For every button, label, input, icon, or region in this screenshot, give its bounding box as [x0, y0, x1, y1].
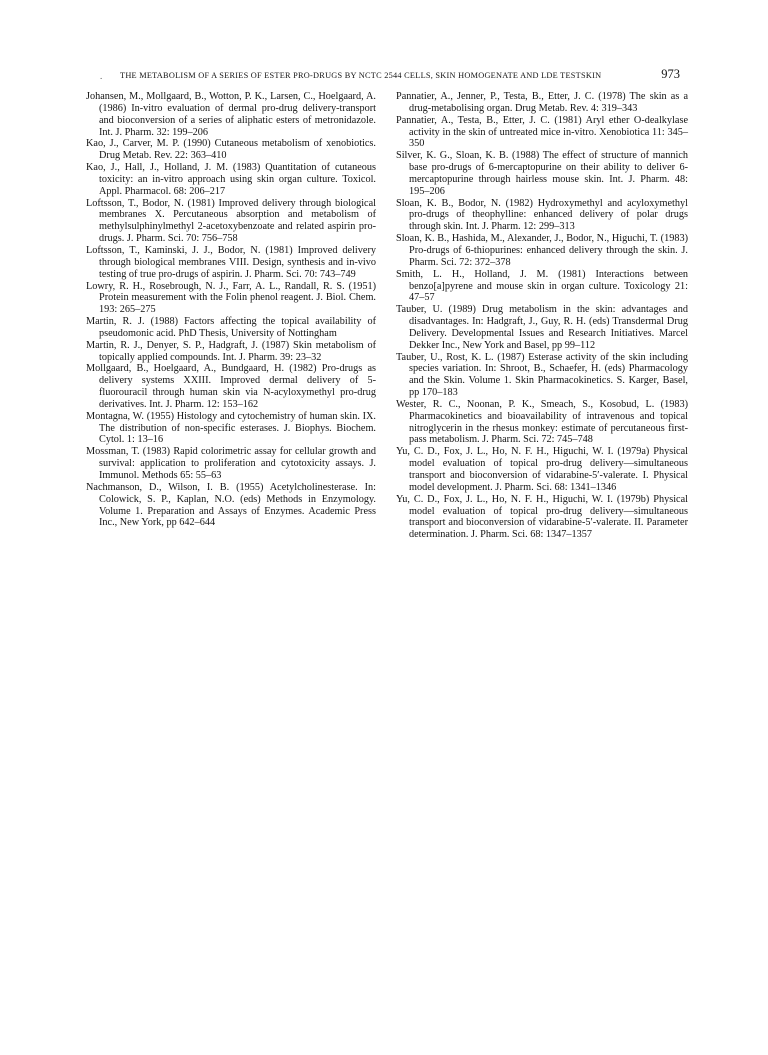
running-title: THE METABOLISM OF A SERIES OF ESTER PRO-DRUGS BY NCTC 2544 CELLS, SKIN HOMOGENATE AND LDE TESTSKIN	[120, 71, 602, 80]
reference-entry: Yu, C. D., Fox, J. L., Ho, N. F. H., Higuchi, W. I. (1979a) Physical model evaluation of topical pro-drug delivery—simultaneous transport and bioconversion of vidarabine-5′-valerate. I. Physical model development. J. Pharm. Sci. 68: 1341–1346	[396, 446, 688, 493]
reference-entry: Loftsson, T., Kaminski, J. J., Bodor, N. (1981) Improved delivery through biological membranes VIII. Design, synthesis and in-vivo testing of true pro-drugs of aspirin. J. Pharm. Sci. 70: 743–749	[86, 244, 376, 280]
reference-entry: Wester, R. C., Noonan, P. K., Smeach, S., Kosobud, L. (1983) Pharmacokinetics and bioavailability of intravenous and topical nitroglycerin in the rhesus monkey: estimate of percutaneous first-pass metabolism. J. Pharm. Sci. 72: 745–748	[396, 398, 688, 446]
reference-entry: Martin, R. J. (1988) Factors affecting the topical availability of pseudomonic acid. PhD Thesis, University of Nottingham	[86, 316, 376, 339]
reference-entry: Tauber, U., Rost, K. L. (1987) Esterase activity of the skin including species variation. In: Shroot, B., Schaefer, H. (eds) Pharmacology and the Skin. Volume 1. Skin Pharmacokinetics. S. Karger, Basel, pp 170–183	[396, 351, 688, 399]
reference-entry: Johansen, M., Mollgaard, B., Wotton, P. K., Larsen, C., Hoelgaard, A. (1986) In-vitro evaluation of dermal pro-drug delivery-transport and bioconversion of a series of aliphatic esters of metronidazole. Int. J. Pharm. 32: 199–206	[86, 91, 376, 138]
running-header	[86, 64, 686, 86]
references-left-column	[86, 91, 376, 529]
reference-entry: Mossman, T. (1983) Rapid colorimetric assay for cellular growth and survival: application to proliferation and cytotoxicity assays. J. Immunol. Methods 65: 55–63	[86, 446, 376, 481]
reference-entry: Lowry, R. H., Rosebrough, N. J., Farr, A. L., Randall, R. S. (1951) Protein measurement with the Folin phenol reagent. J. Biol. Chem. 193: 265–275	[86, 280, 376, 316]
references-right-column	[396, 91, 688, 541]
reference-entry: Pannatier, A., Jenner, P., Testa, B., Etter, J. C. (1978) The skin as a drug-metabolising organ. Drug Metab. Rev. 4: 319–343	[396, 91, 688, 114]
reference-entry: Yu, C. D., Fox, J. L., Ho, N. F. H., Higuchi, W. I. (1979b) Physical model evaluation of topical pro-drug delivery—simultaneous transport and bioconversion of vidarabine-5′-valerate. II. Parameter determination. J. Pharm. Sci. 68: 1347–1357	[396, 493, 688, 541]
reference-entry: Smith, L. H., Holland, J. M. (1981) Interactions between benzo[a]pyrene and mouse skin in organ culture. Toxicology 21: 47–57	[396, 268, 688, 304]
reference-entry: Kao, J., Hall, J., Holland, J. M. (1983) Quantitation of cutaneous toxicity: an in-vitro approach using skin organ culture. Toxicol. Appl. Pharmacol. 68: 206–217	[86, 162, 376, 197]
reference-entry: Pannatier, A., Testa, B., Etter, J. C. (1981) Aryl ether O-dealkylase activity in the skin of untreated mice in-vitro. Xenobiotica 11: 345–350	[396, 114, 688, 150]
reference-entry: Nachmanson, D., Wilson, I. B. (1955) Acetylcholinesterase. In: Colowick, S. P., Kaplan, N.O. (eds) Methods in Enzymology. Volume 1. Preparation and Assays of Enzymes. Academic Press Inc., New York, pp 642–644	[86, 481, 376, 529]
page-number: 973	[661, 67, 680, 81]
reference-entry: Sloan, K. B., Bodor, N. (1982) Hydroxymethyl and acyloxymethyl pro-drugs of theophylline: enhanced delivery of polar drugs through skin. Int. J. Pharm. 12: 299–313	[396, 197, 688, 233]
reference-entry: Montagna, W. (1955) Histology and cytochemistry of human skin. IX. The distribution of non-specific esterases. J. Biophys. Biochem. Cytol. 1: 13–16	[86, 410, 376, 446]
reference-entry: Silver, K. G., Sloan, K. B. (1988) The effect of structure of mannich base pro-drugs of 6-mercaptopurine on their ability to deliver 6-mercaptopurine through hairless mouse skin. Int. J. Pharm. 48: 195–206	[396, 150, 688, 197]
reference-entry: Mollgaard, B., Hoelgaard, A., Bundgaard, H. (1982) Pro-drugs as delivery systems XXIII. Improved dermal delivery of 5-fluorouracil through human skin via N-acyloxymethyl pro-drug derivatives. Int. J. Pharm. 12: 153–162	[86, 363, 376, 410]
header-mark: .	[100, 71, 103, 81]
reference-entry: Tauber, U. (1989) Drug metabolism in the skin: advantages and disadvantages. In: Hadgraft, J., Guy, R. H. (eds) Transdermal Drug Delivery. Developmental Issues and Research Initiatives. Marcel Dekker Inc., New York and Basel, pp 99–112	[396, 304, 688, 351]
reference-entry: Sloan, K. B., Hashida, M., Alexander, J., Bodor, N., Higuchi, T. (1983) Pro-drugs of 6-thiopurines: enhanced delivery through the skin. J. Pharm. Sci. 72: 372–378	[396, 233, 688, 268]
reference-entry: Kao, J., Carver, M. P. (1990) Cutaneous metabolism of xenobiotics. Drug Metab. Rev. 22: 363–410	[86, 138, 376, 162]
reference-entry: Martin, R. J., Denyer, S. P., Hadgraft, J. (1987) Skin metabolism of topically applied compounds. Int. J. Pharm. 39: 23–32	[86, 339, 376, 363]
reference-entry: Loftsson, T., Bodor, N. (1981) Improved delivery through biological membranes X. Percutaneous absorption and metabolism of methylsulphinylmethyl 2-acetoxybenzoate and related aspirin pro-drugs. J. Pharm. Sci. 70: 756–758	[86, 197, 376, 245]
